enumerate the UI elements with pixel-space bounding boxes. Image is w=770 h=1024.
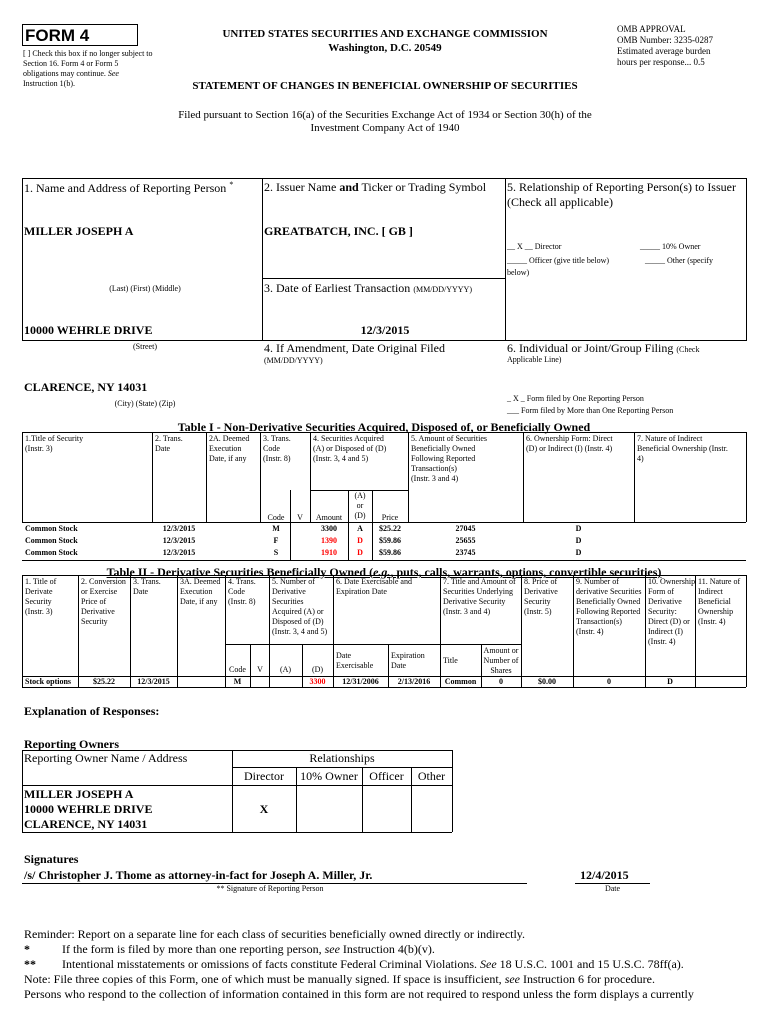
owners-col-name: Reporting Owner Name / Address [24, 751, 188, 765]
t1-row-amount: 1390 [321, 536, 337, 545]
t2-sub-amount: Amount or Number of Shares [483, 646, 519, 675]
section16-checkbox-text[interactable]: [ ] Check this box if no longer subject to Section 16. Form 4 or Form 5 obligations may continue. See Instruction 1(b). [23, 49, 153, 88]
persons-notice: Persons who respond to the collection of information contained in this form are not required to respond unless the form displays a currently [24, 987, 694, 1001]
t2-row-sec-title: Common [444, 677, 477, 686]
t2-row-expiration: 2/13/2016 [397, 677, 431, 686]
box6-label: 6. Individual or Joint/Group Filing (Check [507, 341, 700, 355]
t2-col-h9: 9. Number of derivative Securities Beneficially Owned Following Reported Transaction(s) (Instr. 4) [576, 577, 642, 636]
explanation-title: Explanation of Responses: [24, 704, 160, 718]
t1-row-owned: 23745 [455, 548, 476, 557]
t1-row-amount: 3300 [321, 524, 337, 533]
t1-row-title: Common Stock [25, 536, 78, 545]
street-caption: (Street) [133, 342, 157, 351]
t2-row-shares: 0 [499, 677, 503, 686]
reporting-person-name: MILLER JOSEPH A [24, 224, 134, 238]
t1-row-aod: A [357, 524, 363, 533]
footnote-star1: * If the form is filed by more than one reporting person, see Instruction 4(b)(v). [24, 942, 435, 956]
t2-row-exercisable: 12/31/2006 [342, 677, 379, 686]
t1-col-nature: 7. Nature of Indirect Beneficial Ownership (Instr. 4) [637, 434, 728, 463]
t2-row-form: D [667, 677, 673, 686]
t2-sub-code: Code [229, 665, 246, 674]
box5-label: 5. Relationship of Reporting Person(s) to Issuer (Check all applicable) [507, 180, 736, 209]
signature-caption: ** Signature of Reporting Person [216, 884, 324, 893]
t1-col-amount-owned: 5. Amount of Securities Beneficially Owned Following Reported Transaction(s) (Instr. 3 and 4) [411, 434, 487, 483]
t1-row-date: 12/3/2015 [162, 524, 196, 533]
t2-col-h7: 7. Title and Amount of Securities Underlying Derivative Security (Instr. 3 and 4) [443, 577, 516, 616]
agency-location: Washington, D.C. 20549 [328, 42, 442, 54]
reporting-owners-title: Reporting Owners [24, 737, 119, 751]
reporting-person-street: 10000 WEHRLE DRIVE [24, 323, 153, 337]
t1-col-date: 2. Trans. Date [155, 434, 183, 453]
t1-sub-amount: Amount [315, 513, 343, 522]
owners-col-ten-percent: 10% Owner [300, 769, 358, 783]
t1-row-code: M [272, 524, 280, 533]
t1-row-form: D [575, 536, 582, 545]
box2-label: 2. Issuer Name and Ticker or Trading Symbol [264, 180, 487, 194]
ten-percent-owner-checkbox[interactable]: _____ 10% Owner [640, 242, 701, 251]
owners-col-relationships: Relationships [309, 751, 375, 765]
city-caption: (City) (State) (Zip) [114, 399, 176, 408]
officer-checkbox[interactable]: _____ Officer (give title below) [507, 256, 610, 265]
issuer-name: GREATBATCH, INC. [ GB ] [264, 224, 413, 238]
signatures-title: Signatures [24, 852, 79, 866]
box4-label-small: (MM/DD/YYYY) [264, 356, 323, 365]
multiple-reporting-persons-option[interactable]: ___ Form filed by More than One Reporting Person [507, 406, 674, 415]
t1-row-amount: 1910 [321, 548, 337, 557]
t2-row-owned: 0 [607, 677, 611, 686]
t2-col-h11: 11. Nature of Indirect Beneficial Ownership (Instr. 4) [698, 577, 741, 626]
owner-director-mark: X [259, 802, 269, 816]
box3-label: 3. Date of Earliest Transaction (MM/DD/YYYY) [264, 281, 472, 295]
t2-col-h2: 2. Conversion or Exercise Price of Derivative Security [81, 577, 126, 626]
t2-col-h1: 1. Title of Derivate Security (Instr. 3) [25, 577, 57, 616]
other-checkbox[interactable]: _____ Other (specify [645, 256, 713, 265]
t2-row-disposed: 3300 [309, 677, 326, 686]
t1-row-price: $25.22 [379, 524, 401, 533]
t2-sub-a: (A) [279, 665, 292, 674]
t1-col-code: 3. Trans. Code (Instr. 8) [263, 434, 291, 463]
director-checkbox[interactable]: __ X __ Director [507, 242, 562, 251]
t1-row-owned: 25655 [455, 536, 476, 545]
t1-row-date: 12/3/2015 [162, 536, 196, 545]
owners-col-director: Director [244, 769, 284, 783]
t1-sub-price: Price [381, 513, 399, 522]
reporting-person-city: CLARENCE, NY 14031 [24, 380, 148, 394]
t1-row-owned: 27045 [455, 524, 476, 533]
t1-sub-code: Code [267, 513, 285, 522]
t1-row-price: $59.86 [379, 548, 401, 557]
footnote-note: Note: File three copies of this Form, one of which must be manually signed. If space is insufficient, see Instruction 6 for procedure. [24, 972, 655, 986]
t1-col-deemed: 2A. Deemed Execution Date, if any [209, 434, 250, 463]
date-caption: Date [604, 884, 621, 893]
box4-label: 4. If Amendment, Date Original Filed [264, 341, 445, 355]
t2-row-date: 12/3/2015 [137, 677, 170, 686]
owners-col-officer: Officer [369, 769, 404, 783]
t1-col-securities: 4. Securities Acquired (A) or Disposed of (D) (Instr. 3, 4 and 5) [313, 434, 387, 463]
box6-label-small: Applicable Line) [507, 355, 562, 364]
table2-title: Table II - Derivative Securities Beneficially Owned (e.g., puts, calls, warrants, options, convertible securities) [106, 565, 662, 579]
t1-col-ownership-form: 6. Ownership Form: Direct (D) or Indirect (I) (Instr. 4) [526, 434, 613, 453]
t1-row-aod: D [357, 548, 363, 557]
t2-row-deriv-price: $0.00 [538, 677, 556, 686]
box5-below: below) [507, 268, 530, 277]
footnote-star2: ** Intentional misstatements or omissions of facts constitute Federal Criminal Violations. See 18 U.S.C. 1001 and 15 U.S.C. 78ff(a). [24, 957, 684, 971]
t1-row-code: S [273, 548, 279, 557]
owners-col-other: Other [417, 769, 446, 783]
t2-row-title: Stock options [25, 677, 72, 686]
form-label: FORM 4 [25, 26, 90, 45]
t2-col-h8: 8. Price of Derivative Security (Instr. 5) [524, 577, 558, 616]
box1-label: 1. Name and Address of Reporting Person * [24, 180, 234, 195]
t2-sub-title: Title [443, 656, 458, 665]
t1-row-form: D [575, 548, 582, 557]
t1-row-code: F [273, 536, 279, 545]
t2-col-h3A: 3A. Deemed Execution Date, if any [180, 577, 221, 606]
t1-row-price: $59.86 [379, 536, 401, 545]
t2-col-h3: 3. Trans. Date [133, 577, 161, 596]
t2-col-h5: 5. Number of Derivative Securities Acquired (A) or Disposed of (D) (Instr. 3, 4 and 5) [272, 577, 328, 636]
statement-title: STATEMENT OF CHANGES IN BENEFICIAL OWNERSHIP OF SECURITIES [192, 80, 578, 92]
name-caption: (Last) (First) (Middle) [109, 284, 181, 293]
t1-row-form: D [575, 524, 582, 533]
t2-col-h10: 10. Ownership Form of Derivative Security: Direct (D) or Indirect (I) (Instr. 4) [648, 577, 696, 646]
table1-title: Table I - Non-Derivative Securities Acquired, Disposed of, or Beneficially Owned [177, 420, 591, 434]
t1-row-aod: D [357, 536, 363, 545]
omb-approval: OMB APPROVAL OMB Number: 3235-0287 Estimated average burden hours per response... 0.5 [617, 24, 713, 67]
t1-sub-aod: (A) or (D) [354, 491, 366, 520]
one-reporting-person-option[interactable]: _ X _ Form filed by One Reporting Person [507, 394, 644, 403]
owner-address: MILLER JOSEPH A 10000 WEHRLE DRIVE CLARENCE, NY 14031 [24, 787, 153, 831]
t2-sub-d: (D) [311, 665, 324, 674]
t1-row-title: Common Stock [25, 524, 78, 533]
t2-col-h6: 6. Date Exercisable and Expiration Date [336, 577, 412, 596]
t2-row-code: M [233, 677, 242, 686]
signature-date: 12/4/2015 [580, 868, 629, 882]
t2-row-price: $25.22 [93, 677, 115, 686]
t2-sub-exercisable: Date Exercisable [336, 651, 374, 670]
filed-pursuant: Filed pursuant to Section 16(a) of the Securities Exchange Act of 1934 or Section 30(h) of the Investment Company Act of 1940 [178, 109, 592, 134]
t1-sub-v: V [297, 513, 303, 522]
signer-name: /s/ Christopher J. Thome as attorney-in-fact for Joseph A. Miller, Jr. [24, 868, 373, 882]
earliest-transaction-date: 12/3/2015 [360, 323, 410, 337]
reminder-text: Reminder: Report on a separate line for each class of securities beneficially owned directly or indirectly. [24, 927, 526, 941]
t2-sub-expiration: Expiration Date [391, 651, 425, 670]
t1-row-title: Common Stock [25, 548, 78, 557]
form-label-box [22, 24, 138, 46]
t1-row-date: 12/3/2015 [162, 548, 196, 557]
t1-col-title: 1.Title of Security (Instr. 3) [25, 434, 84, 453]
t2-col-h4: 4. Trans. Code (Instr. 8) [228, 577, 256, 606]
agency-name: UNITED STATES SECURITIES AND EXCHANGE COMMISSION [222, 28, 548, 40]
t2-sub-v: V [257, 665, 263, 674]
